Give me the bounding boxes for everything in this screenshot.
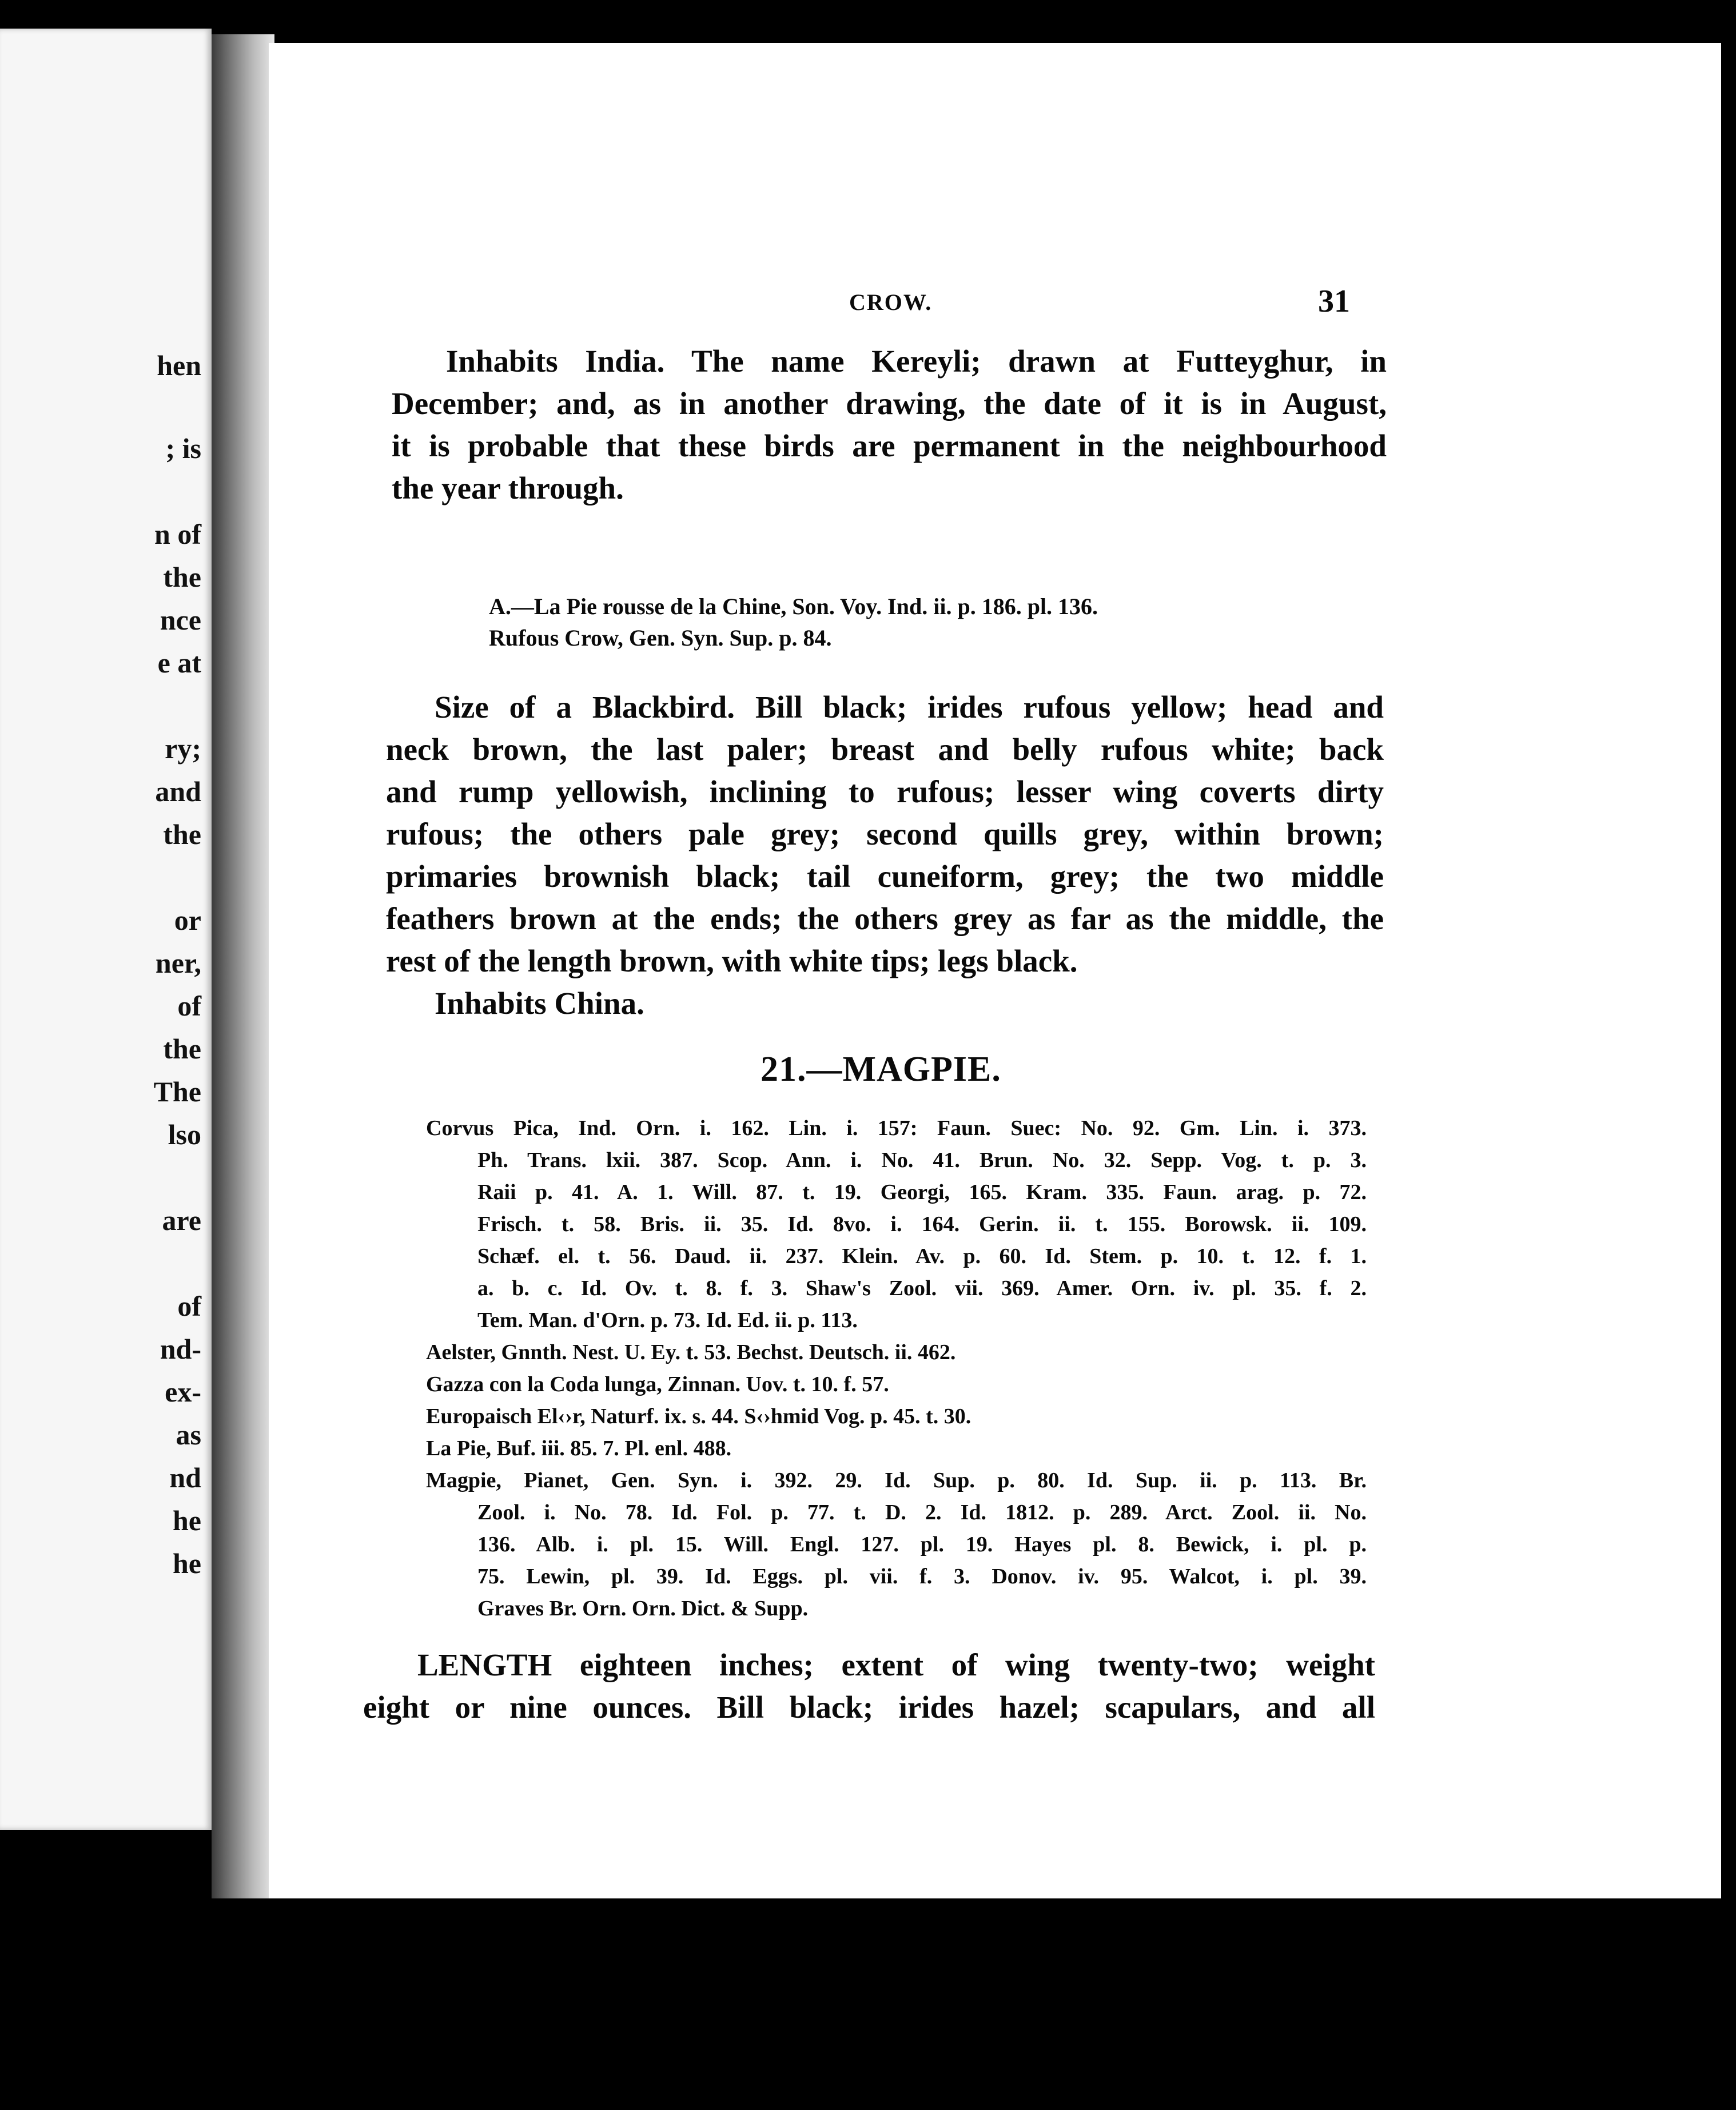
- text-line: the year through.: [392, 471, 624, 505]
- synonymy-la-pie: [426, 1432, 731, 1464]
- synonymy-europaisch: [426, 1400, 971, 1432]
- left-fragment: the: [163, 818, 201, 850]
- paragraph-length: [363, 1644, 1375, 1729]
- left-fragment: as: [176, 1419, 201, 1451]
- left-fragment: nce: [160, 604, 201, 636]
- citation-line: A.—La Pie rousse de la Chine, Son. Voy. Ind. ii. p. 186. pl. 136.: [489, 594, 1098, 619]
- left-fragment: ; is: [165, 432, 201, 464]
- text-line: rufous; the others pale grey; second quills grey, within brown;: [386, 817, 1384, 851]
- left-fragment: ex-: [165, 1376, 201, 1408]
- text-line: primaries brownish black; tail cuneiform, grey; the two middle: [386, 859, 1384, 894]
- left-fragment: the: [163, 561, 201, 593]
- synonymy-corvus-pica: [426, 1112, 1367, 1336]
- text-line: Inhabits China.: [435, 986, 644, 1021]
- left-fragment: the: [163, 1033, 201, 1065]
- text-line: rest of the length brown, with white tips; legs black.: [386, 943, 1078, 978]
- left-fragment: and: [155, 775, 201, 807]
- left-fragment: ner,: [155, 947, 201, 979]
- left-fragment: nd: [169, 1462, 201, 1494]
- text-line: Size of a Blackbird. Bill black; irides rufous yellow; head and: [435, 690, 1384, 724]
- right-page: [269, 43, 1721, 1898]
- left-fragment: he: [173, 1547, 201, 1579]
- left-fragment: he: [173, 1504, 201, 1536]
- left-fragment: of: [177, 990, 201, 1022]
- synonym-line: Aelster, Gnnth. Nest. U. Ey. t. 53. Bechst. Deutsch. ii. 462.: [426, 1340, 956, 1364]
- page-number: 31: [1318, 284, 1350, 319]
- synonymy-gazza: [426, 1368, 889, 1400]
- synonym-line: a. b. c. Id. Ov. t. 8. f. 3. Shaw's Zool. vii. 369. Amer. Orn. iv. pl. 35. f. 2.: [477, 1276, 1367, 1300]
- left-fragment: lso: [168, 1118, 201, 1150]
- synonym-line: La Pie, Buf. iii. 85. 7. Pl. enl. 488.: [426, 1436, 732, 1460]
- left-fragment: or: [174, 904, 201, 936]
- text-line: Inhabits India. The name Kereyli; drawn at Futteyghur, in: [446, 344, 1387, 379]
- synonym-line: Corvus Pica, Ind. Orn. i. 162. Lin. i. 157: Faun. Suec: No. 92. Gm. Lin. i. 373.: [426, 1116, 1367, 1140]
- text-line: feathers brown at the ends; the others grey as far as the middle, the: [386, 901, 1384, 936]
- synonym-line: 136. Alb. i. pl. 15. Will. Engl. 127. pl. 19. Hayes pl. 8. Bewick, i. pl. p.: [477, 1532, 1367, 1556]
- left-fragment: of: [177, 1290, 201, 1322]
- left-fragment: hen: [157, 349, 201, 381]
- synonym-line: Frisch. t. 58. Bris. ii. 35. Id. 8vo. i. 164. Gerin. ii. t. 155. Borowsk. ii. 109.: [477, 1212, 1367, 1236]
- synonym-line: Ph. Trans. lxii. 387. Scop. Ann. i. No. 41. Brun. No. 32. Sepp. Vog. t. p. 3.: [477, 1148, 1367, 1172]
- text-line: LENGTH eighteen inches; extent of wing twenty-two; weight: [417, 1647, 1375, 1682]
- citation-line: Rufous Crow, Gen. Syn. Sup. p. 84.: [489, 625, 832, 651]
- paragraph-india: [392, 340, 1387, 509]
- text-line: neck brown, the last paler; breast and belly rufous white; back: [386, 732, 1384, 767]
- left-fragment: ry;: [165, 732, 201, 765]
- synonym-line: 75. Lewin, pl. 39. Id. Eggs. pl. vii. f. 3. Donov. iv. 95. Walcot, i. pl. 39.: [477, 1564, 1367, 1589]
- left-fragment: e at: [157, 647, 201, 679]
- left-fragment: The: [153, 1076, 201, 1108]
- text-line: December; and, as in another drawing, the date of it is in August,: [392, 386, 1387, 421]
- synonymy-magpie: [426, 1464, 1367, 1625]
- synonym-line: Magpie, Pianet, Gen. Syn. i. 392. 29. Id. Sup. p. 80. Id. Sup. ii. p. 113. Br.: [426, 1468, 1367, 1492]
- synonym-line: Raii p. 41. A. 1. Will. 87. t. 19. Georgi, 165. Kram. 335. Faun. arag. p. 72.: [477, 1180, 1367, 1204]
- paragraph-description: [386, 686, 1384, 1025]
- section-heading: 21.—MAGPIE.: [761, 1050, 1001, 1089]
- synonym-line: Gazza con la Coda lunga, Zinnan. Uov. t. 10. f. 57.: [426, 1372, 889, 1396]
- left-fragment: are: [162, 1204, 201, 1236]
- synonym-line: Europaisch El‹›r, Naturf. ix. s. 44. S‹›hmid Vog. p. 45. t. 30.: [426, 1404, 971, 1428]
- text-line: and rump yellowish, inclining to rufous; lesser wing coverts dirty: [386, 774, 1384, 809]
- running-title: CROW.: [849, 289, 933, 315]
- synonym-line: Zool. i. No. 78. Id. Fol. p. 77. t. D. 2. Id. 1812. p. 289. Arct. Zool. ii. No.: [477, 1500, 1367, 1524]
- left-fragment: nd-: [160, 1333, 201, 1365]
- text-line: eight or nine ounces. Bill black; irides hazel; scapulars, and all: [363, 1690, 1375, 1725]
- synonym-line: Graves Br. Orn. Orn. Dict. & Supp.: [477, 1597, 809, 1621]
- synonym-line: Tem. Man. d'Orn. p. 73. Id. Ed. ii. p. 113.: [477, 1308, 858, 1332]
- synonym-line: Schæf. el. t. 56. Daud. ii. 237. Klein. Av. p. 60. Id. Stem. p. 10. t. 12. f. 1.: [477, 1244, 1367, 1268]
- synonymy-aelster: [426, 1336, 955, 1368]
- text-line: it is probable that these birds are permanent in the neighbourhood: [392, 428, 1387, 463]
- page-content: [269, 43, 1721, 1898]
- left-page-edge: [0, 29, 212, 1830]
- variety-citation: [489, 591, 1098, 654]
- book-gutter-shadow: [212, 34, 274, 1898]
- left-fragment: n of: [154, 518, 201, 550]
